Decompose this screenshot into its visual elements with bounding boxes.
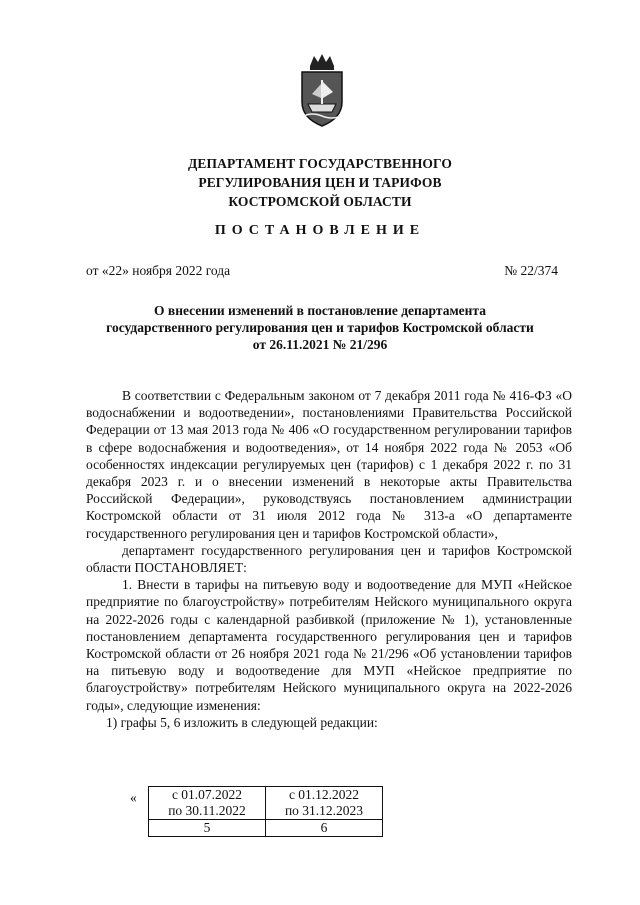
- header-line-2: РЕГУЛИРОВАНИЯ ЦЕН И ТАРИФОВ: [198, 175, 442, 190]
- opening-quote: «: [130, 790, 137, 805]
- department-header: [0, 154, 640, 211]
- header-line-1: ДЕПАРТАМЕНТ ГОСУДАРСТВЕННОГО: [188, 156, 452, 171]
- kostroma-coat-of-arms-icon: [296, 52, 348, 130]
- title-line-3: от 26.11.2021 № 21/296: [252, 337, 388, 352]
- title-line-1: О внесении изменений в постановление департамента: [154, 303, 486, 318]
- document-type: ПОСТАНОВЛЕНИЕ: [214, 223, 426, 238]
- column-number-5: 5: [149, 820, 266, 837]
- tariff-columns-table: [148, 786, 383, 837]
- body-paragraph-1: В соответствии с Федеральным законом от 7 декабря 2011 года № 416-ФЗ «О водоснабжении и водоотведении», постановлениями Правительства Российской Федерации от 13 мая 2013 года № 406 «О государственном регулировании тарифов в сфере водоснабжения и водоотведения», от 14 ноября 2022 года № 2053 «Об особенностях индексации регулируемых цен (тарифов) с 1 декабря 2022 г. по 31 декабря 2023 г. и о внесении изменений в некоторые акты Правительства Российской Федерации», руководствуясь постановлением администрации Костромской области от 31 июля 2012 года № 313-а «О департаменте государственного регулирования цен и тарифов Костромской области»,: [86, 388, 572, 541]
- table-cell-period-1: [149, 787, 266, 820]
- period-2-end: по 31.12.2023: [284, 803, 364, 818]
- header-line-3: КОСТРОМСКОЙ ОБЛАСТИ: [228, 194, 412, 209]
- column-number-6: 6: [266, 820, 383, 837]
- period-2-start: с 01.12.2022: [288, 787, 360, 802]
- table-row: [149, 820, 383, 837]
- table-cell-period-2: [266, 787, 383, 820]
- body-paragraph-4: 1) графы 5, 6 изложить в следующей редакции:: [106, 714, 378, 730]
- period-1-start: с 01.07.2022: [171, 787, 243, 802]
- document-body: [86, 387, 572, 731]
- period-1-end: по 30.11.2022: [168, 803, 246, 818]
- document-title: [80, 302, 560, 353]
- table-row: [149, 787, 383, 820]
- title-line-2: государственного регулирования цен и тарифов Костромской области: [106, 320, 534, 335]
- document-date: от «22» ноября 2022 года: [86, 263, 231, 278]
- body-paragraph-3: 1. Внести в тарифы на питьевую воду и водоотведение для МУП «Нейское предприятие по благоустройству» потребителям Нейского муниципального округа на 2022-2026 годы с календарной разбивкой (приложение № 1), установленные постановлением департамента государственного регулирования цен и тарифов Костромской области от 26 ноября 2021 года № 21/296 «Об установлении тарифов на питьевую воду и водоотведение для МУП «Нейское предприятие по благоустройству» потребителям Нейского муниципального округа на 2022-2026 годы», следующие изменения:: [86, 577, 572, 713]
- body-paragraph-2: департамент государственного регулирования цен и тарифов Костромской области ПОСТАНОВЛЯЕТ:: [86, 542, 572, 576]
- document-number: № 22/374: [504, 263, 558, 278]
